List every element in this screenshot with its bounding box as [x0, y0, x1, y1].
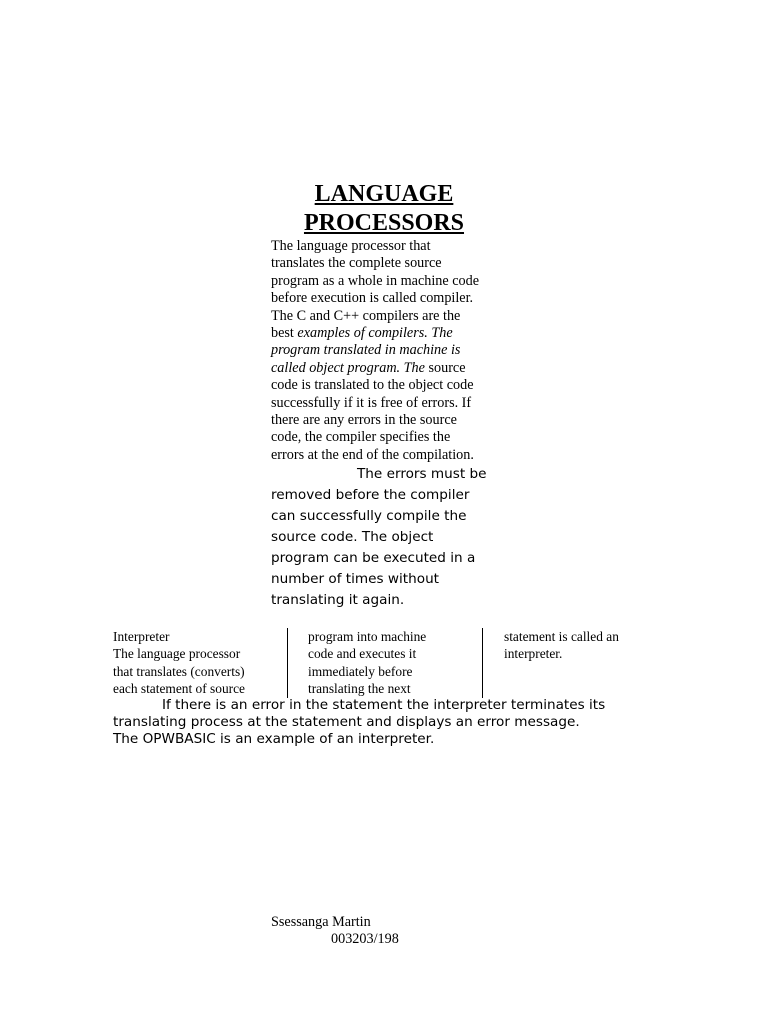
column-line: each statement of source — [113, 681, 245, 697]
errors-paragraph — [271, 464, 511, 611]
italic-text-run: examples of compilers. The — [297, 325, 453, 342]
title-line-2: PROCESSORS — [303, 210, 465, 236]
column-line: code and executes it — [308, 646, 417, 662]
text-line: program as a whole in machine code — [271, 272, 480, 289]
text-line: The errors must be — [357, 466, 487, 482]
author-id: 003203/198 — [331, 931, 399, 947]
interpreter-paragraph — [113, 697, 673, 748]
text-line: removed before the compiler — [271, 487, 470, 503]
text-line: code is translated to the object code — [271, 377, 474, 394]
column-line: statement is called an — [504, 629, 619, 644]
column-line: immediately before — [308, 663, 413, 679]
column-divider — [287, 628, 288, 698]
text-line: there are any errors in the source — [271, 412, 457, 429]
text-line: The language processor that — [271, 238, 431, 254]
interpreter-column-3 — [504, 628, 674, 663]
text-line: program can be executed in a — [271, 550, 476, 566]
text-run: best — [271, 325, 298, 342]
text-line: translating it again. — [271, 592, 405, 608]
text-line — [271, 360, 503, 377]
text-line: translating process at the statement and displays an error message. — [113, 714, 580, 730]
column-line: program into machine — [308, 629, 427, 644]
column-line: Interpreter — [113, 629, 170, 644]
text-line — [271, 342, 503, 359]
text-line: before execution is called compiler. — [271, 290, 474, 307]
author-signature — [271, 914, 399, 948]
page-title — [270, 180, 498, 238]
column-divider — [482, 628, 483, 698]
text-run: source — [424, 359, 466, 376]
title-line-1: LANGUAGE — [314, 181, 454, 207]
text-line — [271, 325, 503, 342]
interpreter-column-2 — [308, 628, 478, 698]
text-line: errors at the end of the compilation. — [271, 446, 474, 463]
text-line: translates the complete source — [271, 255, 442, 272]
compiler-paragraph — [271, 238, 503, 464]
column-line: that translates (converts) — [113, 663, 245, 679]
text-line: can successfully compile the — [271, 508, 467, 524]
text-line: If there is an error in the statement the interpreter terminates its — [162, 697, 606, 713]
column-line: The language processor — [113, 646, 241, 662]
interpreter-column-1 — [113, 628, 283, 698]
text-line: source code. The object — [271, 529, 434, 545]
text-line: code, the compiler specifies the — [271, 429, 451, 446]
column-line: interpreter. — [504, 646, 563, 662]
italic-text-run: program translated in machine is — [271, 342, 461, 359]
text-line: number of times without — [271, 571, 440, 587]
author-name: Ssessanga Martin — [271, 914, 371, 930]
text-line: The OPWBASIC is an example of an interpreter. — [113, 731, 435, 747]
text-line: successfully if it is free of errors. If — [271, 394, 472, 411]
column-line: translating the next — [308, 681, 411, 697]
italic-text-run: called object program. The — [271, 359, 425, 376]
text-line: The C and C++ compilers are the — [271, 307, 461, 324]
